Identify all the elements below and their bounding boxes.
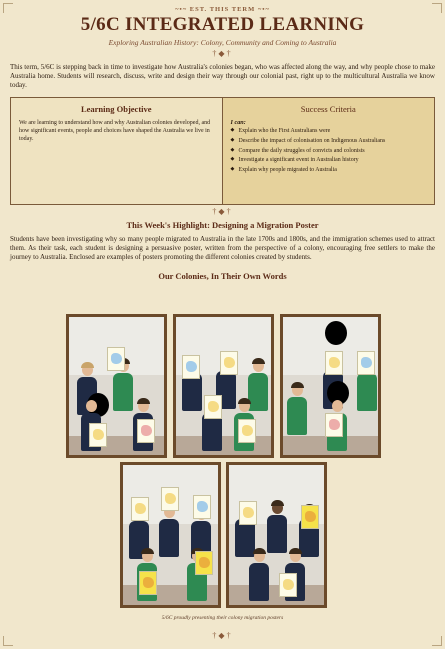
success-criteria-heading: Success Criteria	[300, 104, 356, 115]
poster-image	[161, 487, 179, 511]
criteria-item: ◆ Explain who the First Australians were	[231, 128, 427, 136]
intro-paragraph: This term, 5/6C is stepping back in time to investigate how Australia's colonies began, who was affected along the way, and why people chose to make Australia home. Students will research, discuss, write and design their way through our colonial past, right up to the multicultural Australia we know today.	[10, 62, 435, 90]
poster-image	[139, 571, 157, 595]
divider-ornament: †◆†	[212, 48, 233, 58]
poster-image	[131, 497, 149, 521]
class-photo	[66, 314, 167, 458]
learning-objective-heading: Learning Objective	[80, 104, 152, 115]
poster-image	[301, 505, 319, 529]
photo-gallery	[0, 312, 445, 612]
learning-objective-text: We are learning to understand how and why Australian colonies developed, and how significant events, people and choices have shaped the Australia we live in today.	[19, 120, 211, 143]
student-figure	[267, 502, 287, 553]
poster-image	[220, 351, 238, 375]
criteria-item: ◆ Compare the daily struggles of convicts and colonists	[231, 148, 427, 156]
poster-image	[279, 573, 297, 597]
student-figure	[287, 384, 307, 435]
poster-image	[182, 355, 200, 379]
poster-image	[137, 419, 155, 443]
class-photo	[280, 314, 381, 458]
poster-image	[325, 351, 343, 375]
class-photo	[120, 462, 221, 608]
divider-ornament: †◆†	[212, 207, 233, 217]
success-criteria-list	[231, 128, 427, 174]
poster-image	[195, 551, 213, 575]
criteria-item: ◆ Investigate a significant event in Australian history	[231, 157, 427, 165]
poster-image	[204, 395, 222, 419]
gallery-title: Our Colonies, In Their Own Words	[158, 270, 287, 281]
poster-image	[357, 351, 375, 375]
poster-image	[89, 423, 107, 447]
poster-image	[107, 347, 125, 371]
corner-ornament	[3, 3, 13, 13]
learning-objective-box	[11, 98, 223, 204]
poster-image	[325, 413, 343, 437]
criteria-item: ◆ Explain why people migrated to Australia	[231, 167, 427, 175]
page-subtitle: Exploring Australian History: Colony, Community and Coming to Australia	[108, 37, 337, 47]
page-title: 5/6C INTEGRATED LEARNING	[80, 14, 365, 35]
corner-ornament	[432, 3, 442, 13]
student-figure	[159, 506, 179, 557]
success-criteria-lead: I can:	[230, 119, 246, 127]
divider-ornament: †◆†	[212, 631, 233, 640]
poster-image	[239, 501, 257, 525]
poster-image	[193, 495, 211, 519]
objectives-panel	[10, 97, 435, 205]
student-figure	[249, 550, 269, 601]
success-criteria-box	[223, 98, 435, 204]
class-photo	[226, 462, 327, 608]
poster-image	[238, 419, 256, 443]
criteria-item: ◆ Describe the impact of colonisation on Indigenous Australians	[231, 138, 427, 146]
highlight-title: This Week's Highlight: Designing a Migration Poster	[126, 220, 319, 231]
est-banner: ~•~ EST. THIS TERM ~•~	[175, 6, 270, 13]
highlight-paragraph: Students have been investigating why so many people migrated to Australia in the late 1700s and 1800s, and the immigration schemes used to attract them. As their task, each student is designing a persuasive poster, written from the perspective of a colony, encouraging free settlers to make the journey to Australia. Enclosed are examples of posters promoting the different colonies created by students.	[10, 235, 435, 262]
class-photo	[173, 314, 274, 458]
privacy-blur	[325, 321, 347, 345]
gallery-caption: 5/6C proudly presenting their colony migration posters	[161, 615, 284, 621]
